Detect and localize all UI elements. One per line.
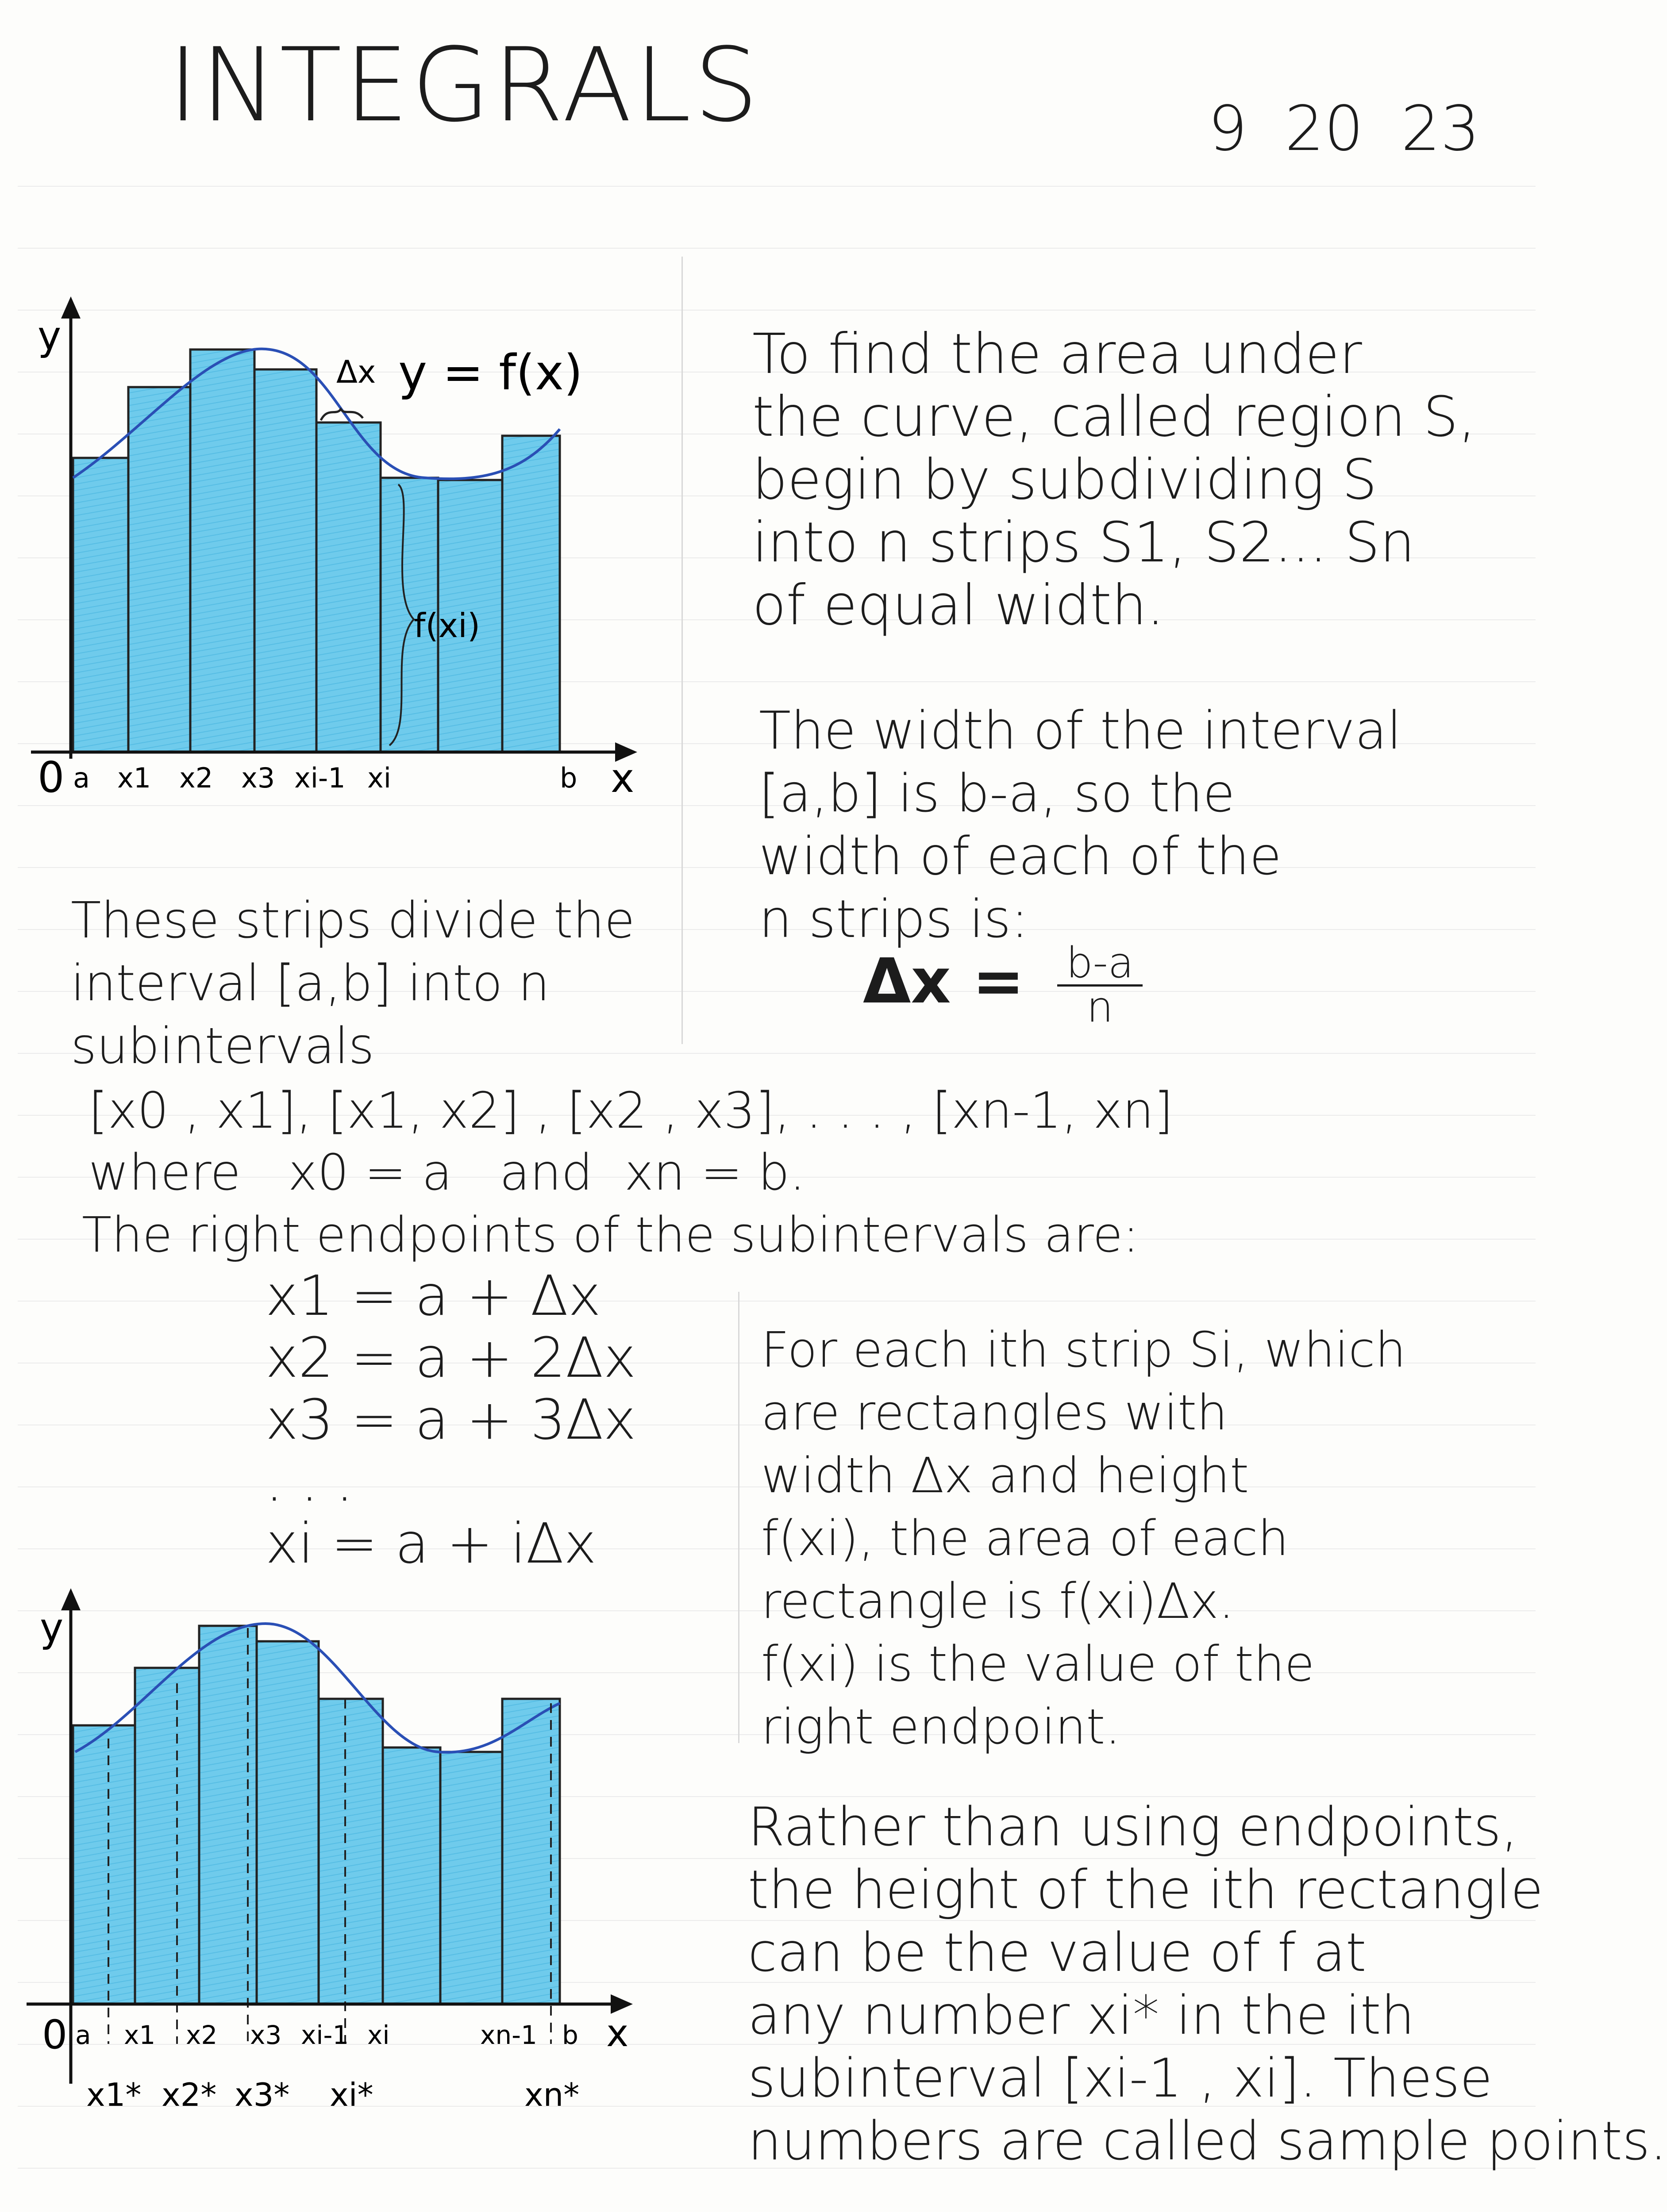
text-line: can be the value of f at xyxy=(748,1922,1367,1984)
origin-2: 0 xyxy=(42,2012,68,2058)
text-line: numbers are called sample points. xyxy=(748,2111,1667,2172)
y-arrow-2 xyxy=(61,1588,81,1610)
tick-label: x2 xyxy=(179,762,213,794)
sample-label: xn* xyxy=(524,2076,580,2113)
text-line: interval [a,b] into n xyxy=(71,955,550,1012)
tick-label: xi xyxy=(367,2020,390,2050)
text-line: To find the area under xyxy=(752,322,1362,386)
strips-paragraph xyxy=(71,889,635,1078)
strip xyxy=(316,422,381,752)
tick-label: b xyxy=(562,2020,578,2050)
tick-label: xi-1 xyxy=(301,2020,349,2050)
strip xyxy=(440,1752,502,2004)
tick-label: x1 xyxy=(124,2020,156,2050)
strip xyxy=(128,387,190,752)
endpoint-definitions: where x0 = a and xn = b. xyxy=(89,1144,805,1202)
y-arrow-1 xyxy=(61,296,81,319)
tick-label: x3 xyxy=(250,2020,282,2050)
strip xyxy=(254,369,316,752)
x-label-2: x xyxy=(606,2012,629,2055)
column-divider-lower xyxy=(738,1292,739,1743)
strip xyxy=(190,349,254,752)
riemann-graph-right-endpoints xyxy=(0,283,681,832)
text-line: right endpoint. xyxy=(761,1698,1121,1755)
delta-x-formula xyxy=(863,939,1143,1032)
tick-label: x1 xyxy=(117,762,151,794)
text-line: n strips is: xyxy=(759,888,1029,949)
subintervals-list: [x0 , x1], [x1, x2] , [x2 , x3], . . . , [xn-1, xn] xyxy=(89,1082,1174,1140)
height-label: f(xi) xyxy=(414,606,481,645)
strips-1 xyxy=(73,349,560,752)
fraction-denominator: n xyxy=(1086,983,1113,1032)
dx-bracket xyxy=(321,409,363,420)
tick-label: a xyxy=(73,762,90,794)
text-line: of equal width. xyxy=(752,573,1165,637)
strip xyxy=(383,1747,440,2004)
strip xyxy=(73,458,128,752)
curve-label: y = f(x) xyxy=(398,344,583,401)
text-line: any number xi* in the ith xyxy=(748,1985,1415,2047)
fraction-numerator: b-a xyxy=(1057,942,1143,987)
tick-label: x3 xyxy=(241,762,275,794)
strip xyxy=(135,1668,199,2004)
strips-2 xyxy=(73,1626,560,2004)
right-endpoints-intro: The right endpoints of the subintervals are: xyxy=(82,1206,1140,1263)
formula-line: x1 = a + Δx xyxy=(266,1264,601,1328)
dx-label: Δx xyxy=(336,354,376,390)
tick-label: xi xyxy=(367,762,391,794)
sample-label: x1* xyxy=(86,2076,142,2113)
text-line: begin by subdividing S xyxy=(752,448,1377,512)
text-line: For each ith strip Si, which xyxy=(761,1321,1406,1378)
tick-labels-1 xyxy=(73,762,577,794)
formula-line: xi = a + iΔx xyxy=(266,1512,597,1576)
intro-paragraph xyxy=(752,323,1476,637)
page-title: INTEGRALS xyxy=(168,27,761,145)
sample-label: xi* xyxy=(330,2076,373,2113)
y-label-1: y xyxy=(38,313,62,359)
formula-line: x2 = a + 2Δx xyxy=(266,1326,636,1390)
tick-label: a xyxy=(75,2020,91,2050)
delta-lhs: Δx = xyxy=(863,945,1024,1018)
rectangle-area-paragraph xyxy=(761,1318,1406,1758)
origin-1: 0 xyxy=(38,753,65,802)
strip xyxy=(502,436,560,752)
page-date: 9 20 23 xyxy=(1208,93,1480,165)
text-line: subinterval [xi-1 , xi]. These xyxy=(748,2048,1493,2109)
formula-line: . . . xyxy=(266,1450,354,1514)
text-line: These strips divide the xyxy=(71,892,635,949)
width-paragraph xyxy=(759,699,1401,950)
strip xyxy=(257,1641,319,2004)
text-line: subintervals xyxy=(71,1018,374,1075)
text-line: [a,b] is b-a, so the xyxy=(759,763,1235,824)
strip xyxy=(73,1725,135,2004)
delta-fraction xyxy=(1057,939,1143,1032)
x-arrow-2 xyxy=(611,1994,633,2014)
tick-label: b xyxy=(560,762,577,794)
text-line: f(xi), the area of each xyxy=(761,1510,1289,1567)
tick-label: x2 xyxy=(186,2020,218,2050)
sample-points-paragraph xyxy=(748,1796,1667,2173)
formula-line: x3 = a + 3Δx xyxy=(266,1388,636,1452)
text-line: are rectangles with xyxy=(761,1384,1228,1441)
tick-label: xi-1 xyxy=(294,762,346,794)
text-line: rectangle is f(xi)Δx. xyxy=(761,1573,1234,1629)
text-line: f(xi) is the value of the xyxy=(761,1636,1315,1692)
text-line: width of each of the xyxy=(759,826,1282,887)
text-line: the curve, called region S, xyxy=(752,385,1476,449)
y-label-2: y xyxy=(40,1605,64,1651)
sample-label: x3* xyxy=(235,2076,290,2113)
tick-labels-2 xyxy=(75,2020,578,2050)
strip xyxy=(319,1699,383,2004)
x-label-1: x xyxy=(611,755,635,802)
text-line: width Δx and height xyxy=(761,1447,1249,1504)
text-line: The width of the interval xyxy=(759,700,1402,761)
sample-label: x2* xyxy=(162,2076,217,2113)
endpoint-formulas xyxy=(266,1265,636,1575)
sample-point-labels xyxy=(86,2076,579,2113)
text-line: into n strips S1, S2... Sn xyxy=(752,511,1415,575)
column-divider xyxy=(681,257,683,1044)
text-line: the height of the ith rectangle xyxy=(748,1859,1544,1921)
text-line: Rather than using endpoints, xyxy=(748,1797,1518,1858)
tick-label: xn-1 xyxy=(480,2020,537,2050)
riemann-graph-sample-points xyxy=(0,1575,690,2128)
